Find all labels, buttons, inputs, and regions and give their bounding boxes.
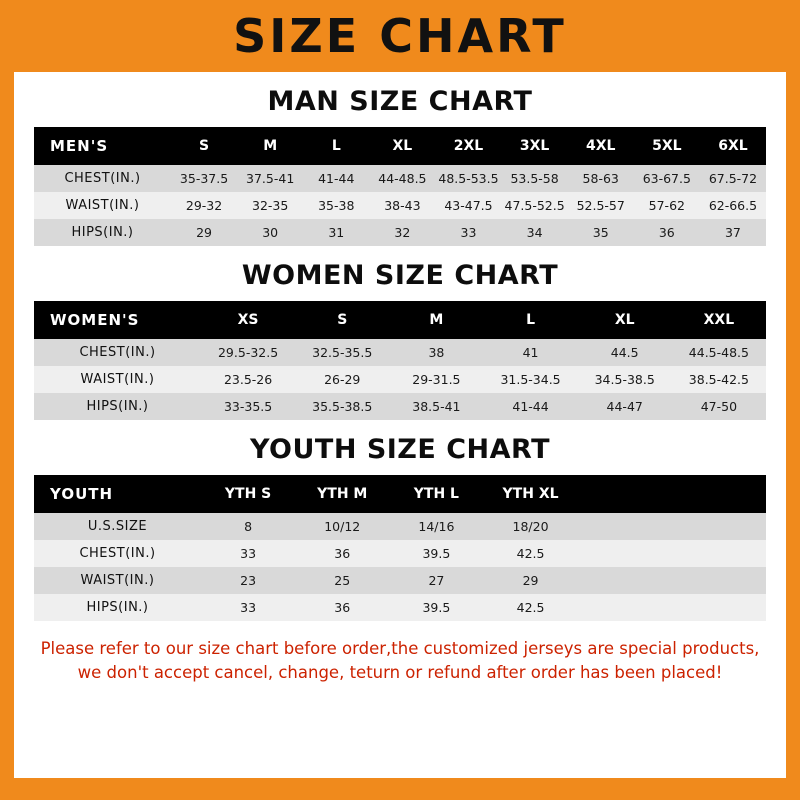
table-row (34, 594, 766, 621)
youth-row-label-waist: WAIST(IN.) (34, 567, 201, 594)
men-table-body (34, 165, 766, 246)
men-chest-7: 58-63 (568, 165, 634, 192)
men-corner-label: MEN'S (34, 127, 171, 165)
youth-col-1: YTH S (201, 475, 295, 513)
women-chest-4: 41 (483, 339, 577, 366)
men-waist-2: 32-35 (237, 192, 303, 219)
youth-size-table (34, 475, 766, 621)
men-row-label-chest: CHEST(IN.) (34, 165, 171, 192)
footnote-line-1: Please refer to our size chart before order,the customized jerseys are special products, (40, 639, 760, 658)
men-col-8: 5XL (634, 127, 700, 165)
women-hips-3: 38.5-41 (389, 393, 483, 420)
youth-chest-4: 42.5 (483, 540, 577, 567)
women-size-table (34, 301, 766, 420)
header-banner (0, 0, 800, 72)
youth-col-2: YTH M (295, 475, 389, 513)
table-row (34, 165, 766, 192)
women-col-4: L (483, 301, 577, 339)
women-row-label-waist: WAIST(IN.) (34, 366, 201, 393)
youth-chest-6 (672, 540, 766, 567)
men-waist-3: 35-38 (303, 192, 369, 219)
men-waist-1: 29-32 (171, 192, 237, 219)
men-col-7: 4XL (568, 127, 634, 165)
men-waist-6: 47.5-52.5 (502, 192, 568, 219)
youth-us-1: 8 (201, 513, 295, 540)
women-waist-1: 23.5-26 (201, 366, 295, 393)
women-section-title: WOMEN SIZE CHART (241, 260, 559, 291)
men-waist-5: 43-47.5 (435, 192, 501, 219)
youth-us-2: 10/12 (295, 513, 389, 540)
women-col-5: XL (578, 301, 672, 339)
youth-col-4: YTH XL (483, 475, 577, 513)
table-row (34, 540, 766, 567)
youth-chest-2: 36 (295, 540, 389, 567)
youth-chest-5 (578, 540, 672, 567)
youth-waist-4: 29 (483, 567, 577, 594)
youth-hips-4: 42.5 (483, 594, 577, 621)
women-chest-3: 38 (389, 339, 483, 366)
table-row (34, 567, 766, 594)
men-hips-6: 34 (502, 219, 568, 246)
youth-col-3: YTH L (389, 475, 483, 513)
men-col-2: M (237, 127, 303, 165)
men-waist-8: 57-62 (634, 192, 700, 219)
youth-chest-3: 39.5 (389, 540, 483, 567)
youth-section-title: YOUTH SIZE CHART (249, 434, 551, 465)
men-row-label-hips: HIPS(IN.) (34, 219, 171, 246)
youth-waist-3: 27 (389, 567, 483, 594)
women-waist-5: 34.5-38.5 (578, 366, 672, 393)
women-hips-5: 44-47 (578, 393, 672, 420)
men-col-3: L (303, 127, 369, 165)
men-hips-8: 36 (634, 219, 700, 246)
men-chest-2: 37.5-41 (237, 165, 303, 192)
men-col-1: S (171, 127, 237, 165)
youth-row-label-us-size: U.S.SIZE (34, 513, 201, 540)
table-row (34, 366, 766, 393)
women-hips-2: 35.5-38.5 (295, 393, 389, 420)
men-hips-1: 29 (171, 219, 237, 246)
women-chest-6: 44.5-48.5 (672, 339, 766, 366)
footnote (34, 637, 766, 685)
men-chest-9: 67.5-72 (700, 165, 766, 192)
women-chest-2: 32.5-35.5 (295, 339, 389, 366)
women-chest-1: 29.5-32.5 (201, 339, 295, 366)
youth-col-6 (672, 475, 766, 513)
youth-us-6 (672, 513, 766, 540)
youth-waist-1: 23 (201, 567, 295, 594)
women-table-body (34, 339, 766, 420)
women-hips-4: 41-44 (483, 393, 577, 420)
men-section-title: MAN SIZE CHART (267, 86, 533, 117)
men-chest-1: 35-37.5 (171, 165, 237, 192)
youth-row-label-hips: HIPS(IN.) (34, 594, 201, 621)
youth-us-3: 14/16 (389, 513, 483, 540)
youth-waist-2: 25 (295, 567, 389, 594)
youth-hips-1: 33 (201, 594, 295, 621)
men-waist-4: 38-43 (369, 192, 435, 219)
women-waist-6: 38.5-42.5 (672, 366, 766, 393)
women-chest-5: 44.5 (578, 339, 672, 366)
women-col-3: M (389, 301, 483, 339)
men-chest-6: 53.5-58 (502, 165, 568, 192)
men-hips-9: 37 (700, 219, 766, 246)
page-title: SIZE CHART (233, 9, 567, 63)
men-hips-3: 31 (303, 219, 369, 246)
men-col-6: 3XL (502, 127, 568, 165)
youth-hips-2: 36 (295, 594, 389, 621)
women-corner-label: WOMEN'S (34, 301, 201, 339)
table-row (34, 192, 766, 219)
men-col-5: 2XL (435, 127, 501, 165)
men-chest-5: 48.5-53.5 (435, 165, 501, 192)
women-row-label-chest: CHEST(IN.) (34, 339, 201, 366)
table-row (34, 219, 766, 246)
men-chest-4: 44-48.5 (369, 165, 435, 192)
women-waist-2: 26-29 (295, 366, 389, 393)
men-waist-9: 62-66.5 (700, 192, 766, 219)
youth-hips-6 (672, 594, 766, 621)
youth-row-label-chest: CHEST(IN.) (34, 540, 201, 567)
men-waist-7: 52.5-57 (568, 192, 634, 219)
footnote-line-2: we don't accept cancel, change, teturn or refund after order has been placed! (77, 662, 723, 682)
women-row-label-hips: HIPS(IN.) (34, 393, 201, 420)
men-hips-4: 32 (369, 219, 435, 246)
women-table-header (34, 301, 766, 339)
men-size-table (34, 127, 766, 246)
youth-table-header (34, 475, 766, 513)
women-col-6: XXL (672, 301, 766, 339)
men-hips-5: 33 (435, 219, 501, 246)
youth-hips-5 (578, 594, 672, 621)
table-row (34, 513, 766, 540)
youth-waist-5 (578, 567, 672, 594)
table-row (34, 339, 766, 366)
men-table-header (34, 127, 766, 165)
table-row (34, 393, 766, 420)
women-col-2: S (295, 301, 389, 339)
women-col-1: XS (201, 301, 295, 339)
women-hips-6: 47-50 (672, 393, 766, 420)
men-col-4: XL (369, 127, 435, 165)
youth-corner-label: YOUTH (34, 475, 201, 513)
youth-col-5 (578, 475, 672, 513)
table-header-row (34, 475, 766, 513)
chart-content (14, 86, 786, 685)
women-waist-4: 31.5-34.5 (483, 366, 577, 393)
youth-us-5 (578, 513, 672, 540)
men-hips-2: 30 (237, 219, 303, 246)
men-chest-3: 41-44 (303, 165, 369, 192)
table-header-row (34, 127, 766, 165)
women-hips-1: 33-35.5 (201, 393, 295, 420)
youth-waist-6 (672, 567, 766, 594)
youth-us-4: 18/20 (483, 513, 577, 540)
youth-table-body (34, 513, 766, 621)
men-row-label-waist: WAIST(IN.) (34, 192, 171, 219)
bottom-accent-bar (0, 778, 800, 800)
youth-chest-1: 33 (201, 540, 295, 567)
table-header-row (34, 301, 766, 339)
men-hips-7: 35 (568, 219, 634, 246)
youth-hips-3: 39.5 (389, 594, 483, 621)
men-chest-8: 63-67.5 (634, 165, 700, 192)
women-waist-3: 29-31.5 (389, 366, 483, 393)
men-col-9: 6XL (700, 127, 766, 165)
